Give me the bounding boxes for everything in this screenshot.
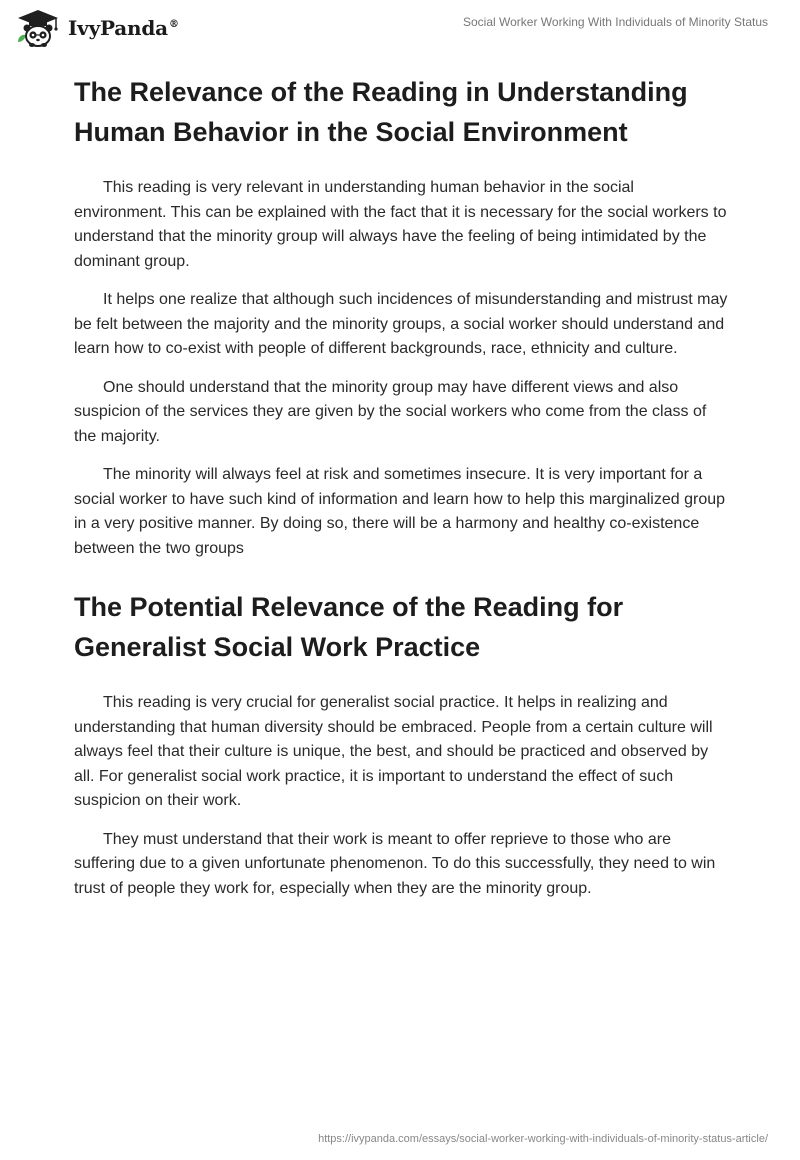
paragraph: This reading is very relevant in understanding human behavior in the social environment. This can be explained with the fact that it is necessary for the social workers to understand that the minority group will always have the feeling of being intimidated by the dominant group. <box>74 179 727 270</box>
paragraph: This reading is very crucial for generalist social practice. It helps in realizing and understanding that human diversity should be embraced. People from a certain culture will always feel that their culture is unique, the best, and should be practiced and observed by all. For generalist social work practice, it is important to understand the effect of such suspicion on their work. <box>74 694 713 809</box>
section-heading: The Relevance of the Reading in Understanding Human Behavior in the Social Environment <box>74 77 688 147</box>
section-heading: The Potential Relevance of the Reading for Generalist Social Work Practice <box>74 592 624 662</box>
logo-wordmark: IvyPanda® <box>68 16 179 40</box>
source-url[interactable]: https://ivypanda.com/essays/social-worker-working-with-individuals-of-minority-status-article/ <box>318 1133 768 1145</box>
page-header <box>0 0 800 64</box>
document-title: Social Worker Working With Individuals of Minority Status <box>463 15 768 29</box>
paragraph: They must understand that their work is meant to offer reprieve to those who are suffering due to a given unfortunate phenomenon. To do this successfully, they need to win trust of people they work for, especially when they are the minority group. <box>74 830 716 897</box>
article-body <box>74 72 730 915</box>
paragraph: One should understand that the minority group may have different views and also suspicion of the services they are given by the social workers who come from the class of the majority. <box>74 378 707 445</box>
panda-graduate-icon <box>14 8 62 48</box>
ivypanda-logo[interactable] <box>14 8 179 48</box>
paragraph: The minority will always feel at risk and sometimes insecure. It is very important for a social worker to have such kind of information and learn how to help this marginalized group in a very positive manner. By doing so, there will be a harmony and healthy co-existence between the two groups <box>74 466 726 557</box>
paragraph: It helps one realize that although such incidences of misunderstanding and mistrust may be felt between the majority and the minority groups, a social worker should understand and learn how to co-exist with people of different backgrounds, race, ethnicity and culture. <box>74 291 728 357</box>
registered-mark: ® <box>168 19 179 31</box>
